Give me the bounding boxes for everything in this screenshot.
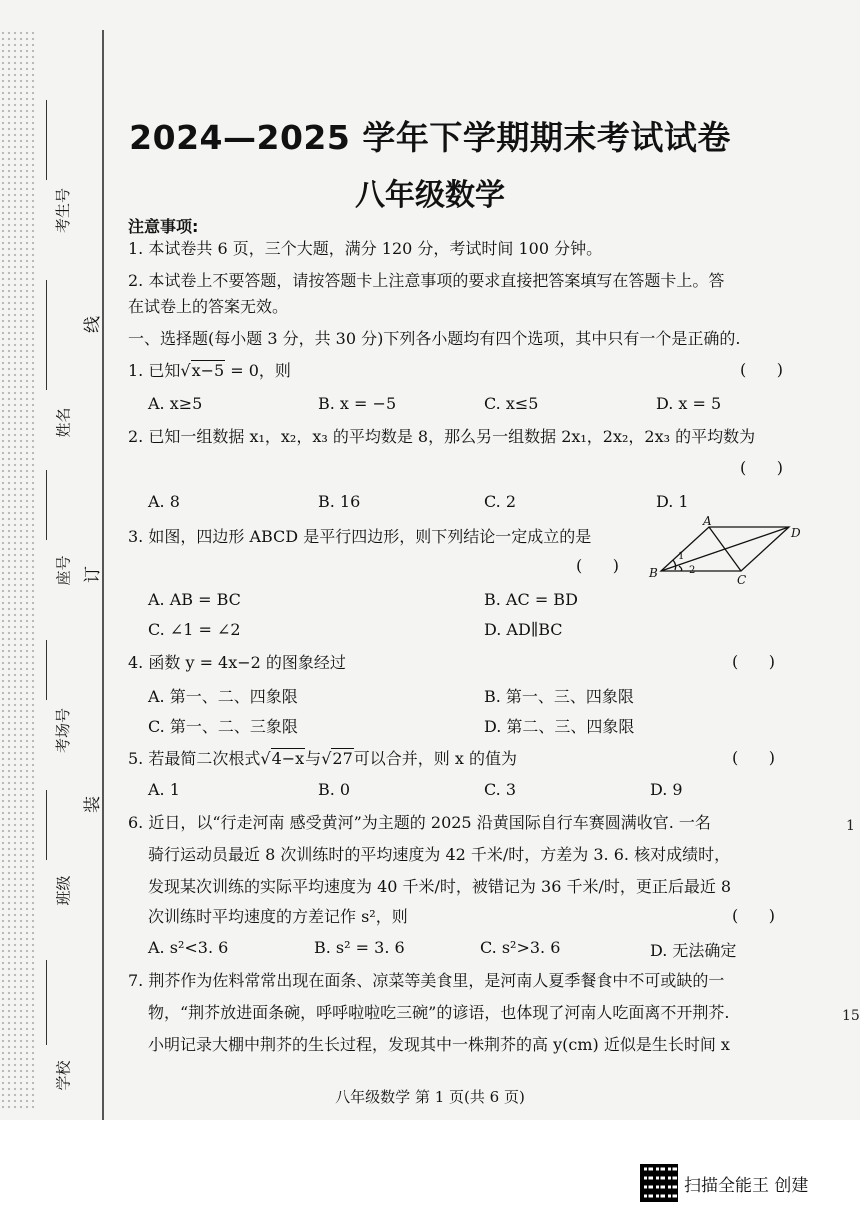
question-6-line: 6. 近日，以“行走河南 感受黄河”为主题的 2025 沿黄国际自行车赛圆满收官. 一名 [128,813,711,832]
sidebar-field-candidate-number: 考生号 [54,187,73,234]
scanner-text: 扫描全能王 创建 [684,1175,809,1196]
angle-2-label: 2 [689,565,696,576]
notice-item: 在试卷上的答案无效。 [128,297,289,316]
angle-1-label: 1 [678,551,685,562]
question-5-stem: 5. 若最简二次根式√4−x与√27可以合并，则 x 的值为 [128,749,517,768]
section-heading [128,328,740,350]
notice-heading: 注意事项: [128,217,199,236]
question-5-suffix: 可以合并，则 x 的值为 [353,749,517,768]
question-3-option-b: B. AC = BD [484,590,578,609]
question-1-option-d: D. x = 5 [656,394,722,413]
question-5-option-b: B. 0 [318,780,351,799]
question-3-stem: 3. 如图，四边形 ABCD 是平行四边形，则下列结论一定成立的是 [128,527,592,546]
question-1-prefix: 1. 已知 [128,361,181,380]
question-7-line: 小明记录大棚中荆芥的生长过程，发现其中一株荆芥的高 y(cm) 近似是生长时间 x [148,1035,730,1054]
question-6-answer-paren: ( ) [732,906,775,925]
question-3-option-a: A. AB = BC [148,590,241,609]
question-2-option-b: B. 16 [318,492,361,511]
parallelogram-figure [645,515,805,587]
question-5-middle: 与 [305,749,322,768]
question-4-option-c: C. 第一、二、三象限 [148,717,298,736]
sidebar-field-room: 考场号 [54,707,73,754]
scanner-watermark [640,1165,808,1201]
question-4-option-a: A. 第一、二、四象限 [148,687,298,706]
qr-code-icon [640,1164,678,1202]
question-4-option-d: D. 第二、三、四象限 [484,717,635,736]
question-2-stem: 2. 已知一组数据 x₁，x₂，x₃ 的平均数是 8，那么另一组数据 2x₁，2x₂，2x₃ 的平均数为 [128,427,756,446]
sidebar-rule [46,960,47,1045]
exam-title: 2024—2025 学年下学期期末考试试卷 [129,118,731,157]
question-5-option-d: D. 9 [650,780,683,799]
question-5-option-a: A. 1 [148,780,180,799]
question-2-option-c: C. 2 [484,492,517,511]
diagonal-bd [661,527,789,571]
edge-fragment: 15 [842,1008,860,1024]
question-1-option-a: A. x≥5 [148,394,203,413]
question-1-answer-paren: ( ) [740,360,783,379]
notice-item: 1. 本试卷共 6 页，三个大题，满分 120 分，考试时间 100 分钟。 [128,239,603,258]
sidebar-field-school: 学校 [54,1060,73,1091]
question-6-option-c: C. s²>3. 6 [480,938,561,957]
question-1-option-c: C. x≤5 [484,394,539,413]
section-heading-text: 一、选择题(每小题 3 分，共 30 分)下列各小题均有四个选项，其中只有一个是正确的. [128,329,741,348]
notice-item: 2. 本试卷上不要答题，请按答题卡上注意事项的要求直接把答案填写在答题卡上。答 [128,271,725,290]
sidebar-rule [46,640,47,700]
question-6-line: 骑行运动员最近 8 次训练时的平均速度为 42 千米/时，方差为 3. 6. 核对成绩时， [148,845,731,864]
question-1-radicand: x−5 [191,361,225,380]
question-5-prefix: 5. 若最简二次根式 [128,749,261,768]
question-6-option-b: B. s² = 3. 6 [314,938,405,957]
question-5-answer-paren: ( ) [732,748,775,767]
angle-1-arc [673,560,676,570]
question-6-line: 次训练时平均速度的方差记作 s²，则 [148,907,408,926]
question-2-answer-paren: ( ) [740,458,783,477]
vertex-d-label: D [791,526,801,540]
question-3-option-c: C. ∠1 = ∠2 [148,620,241,639]
question-4-answer-paren: ( ) [732,652,775,671]
question-1-suffix: = 0，则 [225,361,291,380]
sidebar-field-class: 班级 [54,875,73,906]
vertex-b-label: B [649,566,658,580]
question-3-answer-paren: ( ) [576,556,619,575]
question-6-line: 发现某次训练的实际平均速度为 40 千米/时，被错记为 36 千米/时，更正后最近 8 [148,877,732,896]
sidebar-field-seat: 座号 [54,555,73,586]
sidebar-rule [46,470,47,540]
sidebar-field-name: 姓名 [54,407,73,438]
question-5-radicand-1: 4−x [271,749,305,768]
binding-char-line: 线 [83,316,103,333]
angle-2-arc [679,566,682,571]
sidebar-rule [46,790,47,860]
question-1-option-b: B. x = −5 [318,394,397,413]
question-5-option-c: C. 3 [484,780,517,799]
question-5-radicand-2: 27 [332,749,353,768]
question-6-option-d: D. 无法确定 [650,941,737,960]
binding-char-bind: 订 [83,566,103,583]
question-3-option-d: D. AD∥BC [484,620,563,639]
question-7-line: 7. 荆芥作为佐料常常出现在面条、凉菜等美食里，是河南人夏季餐食中不可或缺的一 [128,971,725,990]
edge-fragment: 1 [846,818,855,834]
exam-subtitle: 八年级数学 [355,178,505,213]
vertex-c-label: C [737,573,747,587]
question-1-stem: 1. 已知√x−5 = 0，则 [128,361,291,380]
sidebar-rule [46,280,47,390]
page-footer: 八年级数学 第 1 页(共 6 页) [335,1088,525,1106]
question-7-line: 物，“荆芥放进面条碗，呼呼啦啦吃三碗”的谚语，也体现了河南人吃面离不开荆芥. [148,1003,730,1022]
question-4-stem: 4. 函数 y = 4x−2 的图象经过 [128,653,346,672]
binding-char-mount: 装 [83,796,103,813]
question-4-option-b: B. 第一、三、四象限 [484,687,634,706]
question-6-option-a: A. s²<3. 6 [148,938,229,957]
question-2-option-a: A. 8 [148,492,180,511]
question-2-option-d: D. 1 [656,492,689,511]
vertex-a-label: A [703,515,712,528]
